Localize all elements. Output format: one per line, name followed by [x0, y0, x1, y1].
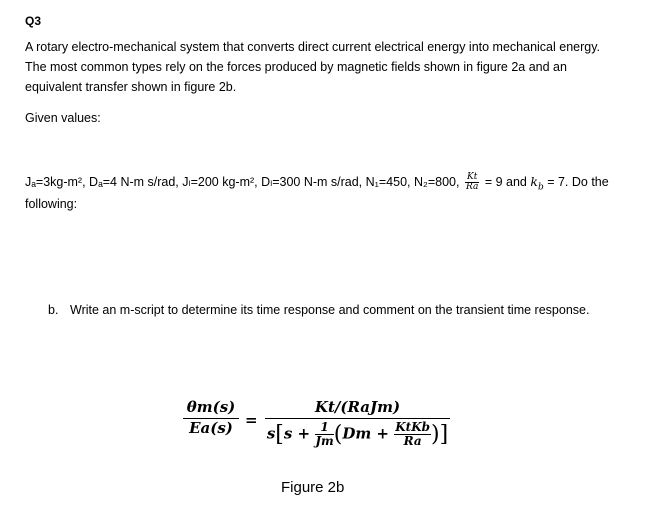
question-label: Q3 — [25, 14, 42, 28]
rhs-numerator: Kt/(RaJm) — [265, 398, 450, 419]
ktkb-over-ra-fraction: KtKb Ra — [395, 420, 431, 448]
kb-symbol: $k_b$ — [530, 174, 544, 193]
kb-value: = 7. Do the — [547, 175, 609, 189]
equals-sign: = — [245, 411, 258, 429]
figure-caption: Figure 2b — [281, 479, 345, 496]
lhs-numerator: θm(s) — [183, 398, 239, 419]
intro-line-2: The most common types rely on the forces produced by magnetic fields shown in figure 2a and an — [25, 60, 567, 74]
given-values-text: Jₐ=3kg-m², Dₐ=4 N-m s/rad, Jₗ=200 kg-m², Dₗ=300 N-m s/rad, N₁=450, N₂=800, — [25, 175, 460, 189]
lhs-fraction — [183, 398, 239, 437]
given-values-heading: Given values: — [25, 111, 101, 125]
intro-line-1: A rotary electro-mechanical system that converts direct current electrical energy into mechanical energy. — [25, 40, 601, 54]
part-b-text: Write an m-script to determine its time response and comment on the transient time response. — [70, 303, 590, 317]
kt-symbol: Kt — [465, 173, 479, 183]
lhs-denominator: Ea(s) — [189, 419, 233, 437]
part-b-label: b. — [48, 303, 59, 317]
following-text: following: — [25, 197, 78, 211]
rhs-denominator: s[s + $\frac{1}{Jm}$ (Dm + KtKb Ra )] — [266, 420, 449, 448]
given-values-line — [25, 172, 609, 198]
ratio-value: = 9 and — [484, 175, 527, 189]
intro-line-3: equivalent transfer shown in figure 2b. — [25, 80, 237, 94]
inverse-jm-fraction: $\frac{1}{Jm}$ — [315, 420, 334, 448]
part-b — [48, 300, 589, 320]
rhs-fraction — [265, 398, 450, 448]
kt-over-ra-fraction — [465, 173, 479, 192]
ra-symbol: Ra — [465, 182, 479, 193]
